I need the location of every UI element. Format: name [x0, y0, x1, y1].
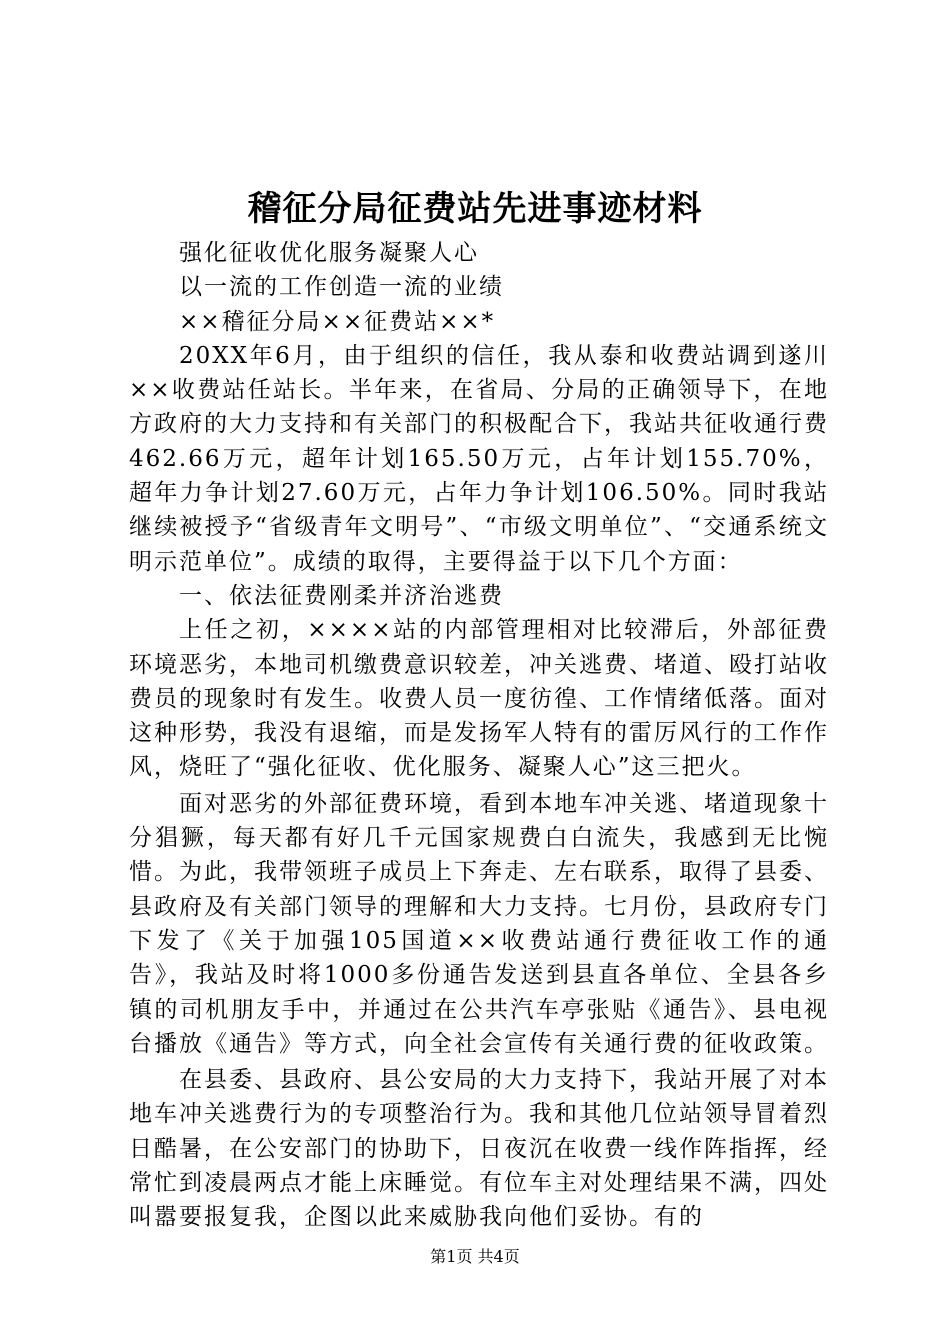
heading-line-2: 以一流的工作创造一流的业绩 — [179, 274, 504, 301]
paragraph-section-1-b: 面对恶劣的外部征费环境，看到本地车冲关逃、堵道现象十分猖獗，每天都有好几千元国家规费白白流失，我感到无比惋惜。为此，我带领班子成员上下奔走、左右联系，取得了县委、县政府及有关部门领导的理解和大力支持。七月份，县政府专门下发了《关于加强105国道××收费站通行费征收工作的通告》，我站及时将1000多份通告发送到县直各单位、全县各乡镇的司机朋友手中，并通过在公共汽车亭张贴《通告》、县电视台播放《通告》等方式，向全社会宣传有关通行费的征收政策。 — [129, 790, 829, 1057]
section-heading-1: 一、依法征费刚柔并济治逃费 — [179, 582, 504, 609]
paragraph-intro: 20XX年6月，由于组织的信任，我从泰和收费站调到遂川××收费站任站长。半年来，在省局、分局的正确领导下，在地方政府的大力支持和有关部门的积极配合下，我站共征收通行费462.66万元，超年计划165.50万元，占年计划155.70%，超年力争计划27.60万元，占年力争计划106.50%。同时我站继续被授予“省级青年文明号”、“市级文明单位”、“交通系统文明示范单位”。成绩的取得，主要得益于以下几个方面： — [129, 342, 829, 575]
paragraph-section-1-a: 上任之初，××××站的内部管理相对比较滞后，外部征费环境恶劣，本地司机缴费意识较差，冲关逃费、堵道、殴打站收费员的现象时有发生。收费人员一度彷徨、工作情绪低落。面对这种形势，我没有退缩，而是发扬军人特有的雷厉风行的工作作风，烧旺了“强化征收、优化服务、凝聚人心”这三把火。 — [129, 617, 829, 781]
page-number-footer: 第1页 共4页 — [430, 1247, 520, 1266]
document-title: 稽征分局征费站先进事迹材料 — [247, 189, 703, 229]
paragraph-section-1-c: 在县委、县政府、县公安局的大力支持下，我站开展了对本地车冲关逃费行为的专项整治行为。我和其他几位站领导冒着烈日酷暑，在公安部门的协助下，日夜沉在收费一线作阵指挥，经常忙到凌晨两点才能上床睡觉。有位车主对处理结果不满，四处叫嚣要报复我，企图以此来威胁我向他们妥协。有的 — [129, 1067, 829, 1231]
document-body — [129, 236, 829, 1235]
heading-line-1: 强化征收优化服务凝聚人心 — [179, 240, 479, 266]
author-line: ××稽征分局××征费站××* — [179, 308, 496, 335]
